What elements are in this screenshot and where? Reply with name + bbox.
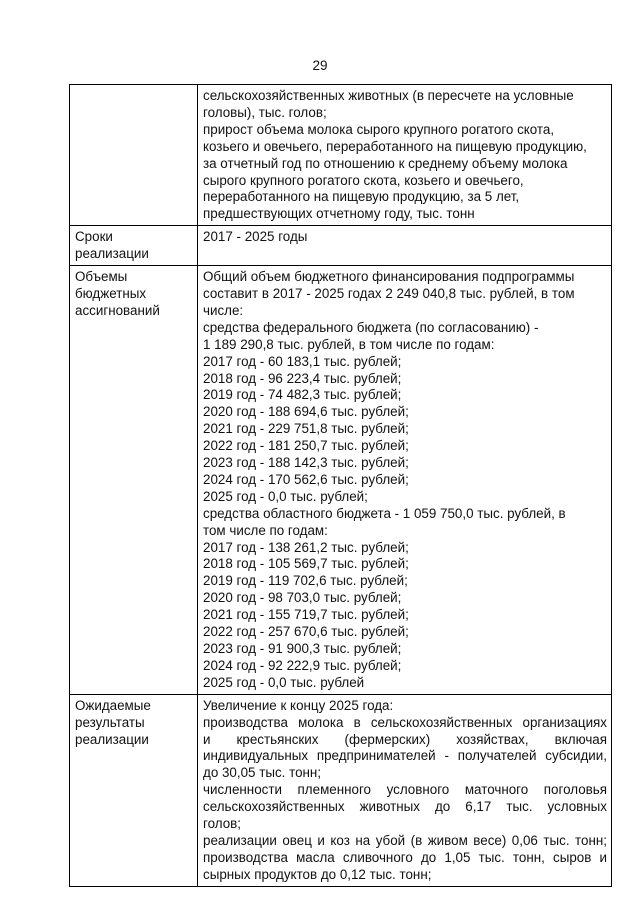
text-line: Увеличение к концу 2025 года: — [203, 697, 394, 713]
row-content — [198, 266, 612, 695]
text-line: 2024 год - 170 562,6 тыс. рублей; — [203, 471, 409, 487]
text-line: предшествующих отчетному году, тыс. тонн — [203, 206, 475, 222]
text-line: 2025 год - 0,0 тыс. рублей; — [203, 488, 368, 504]
text-line: составит в 2017 - 2025 годах 2 249 040,8 тыс. рублей, в том — [203, 285, 575, 301]
text-line: козьего и овечьего, переработанного на пищевую продукцию, — [203, 138, 587, 154]
text-line: сельскохозяйственных животных до 6,17 тыс. условных — [203, 799, 607, 815]
text-line: 2017 год - 138 261,2 тыс. рублей; — [203, 539, 409, 555]
row-label — [70, 694, 198, 886]
text-line: головы), тыс. голов; — [203, 104, 327, 120]
label-line: Сроки — [75, 229, 113, 245]
label-line: Ожидаемые — [75, 697, 151, 713]
text-line: прирост объема молока сырого крупного рогатого скота, — [203, 121, 555, 137]
text-line: 2020 год - 98 703,0 тыс. рублей; — [203, 590, 402, 606]
label-line: результаты — [75, 714, 145, 730]
text-line: 2018 год - 96 223,4 тыс. рублей; — [203, 370, 402, 386]
text-line: 2023 год - 91 900,3 тыс. рублей; — [203, 641, 402, 656]
text-line: 2017 - 2025 годы — [203, 229, 308, 245]
table-row-indicators — [70, 85, 612, 226]
row-content — [198, 694, 612, 886]
text-line: 2022 год - 257 670,6 тыс. рублей; — [203, 624, 409, 640]
label-line: реализации — [75, 731, 149, 747]
table-row-budget-allocations — [70, 266, 612, 695]
row-label — [70, 85, 198, 226]
row-content — [198, 85, 612, 226]
text-line: 1 189 290,8 тыс. рублей, в том числе по годам: — [203, 336, 495, 352]
text-line: 2019 год - 74 482,3 тыс. рублей; — [203, 387, 402, 403]
table-row-expected-results — [70, 694, 612, 886]
text-line: сельскохозяйственных животных (в пересчете на условные — [203, 88, 574, 103]
row-content — [198, 226, 612, 266]
text-line: средства областного бюджета - 1 059 750,0 тыс. рублей, в — [203, 505, 566, 521]
text-line: том числе по годам: — [203, 522, 328, 538]
row-label — [70, 266, 198, 695]
text-line: численности племенного условного маточного поголовья — [203, 782, 607, 798]
text-line: реализации овец и коз на убой (в живом весе) 0,06 тыс. тонн; — [203, 832, 607, 848]
table-row-implementation-period — [70, 226, 612, 266]
subprogram-passport-table — [69, 84, 612, 887]
label-line: ассигнований — [75, 302, 160, 318]
text-line: средства федерального бюджета (по согласованию) - — [203, 319, 539, 335]
text-line: числе: — [203, 302, 244, 318]
text-line: 2017 год - 60 183,1 тыс. рублей; — [203, 353, 402, 369]
text-line: сырого крупного рогатого скота, козьего и овечьего, — [203, 172, 524, 188]
text-line: сырных продуктов до 0,12 тыс. тонн; — [203, 866, 432, 882]
text-line: 2018 год - 105 569,7 тыс. рублей; — [203, 556, 409, 572]
text-line: 2020 год - 188 694,6 тыс. рублей; — [203, 404, 409, 420]
text-line: переработанного на пищевую продукцию, за 5 лет, — [203, 189, 520, 205]
label-line: бюджетных — [75, 285, 147, 301]
text-line: 2023 год - 188 142,3 тыс. рублей; — [203, 455, 409, 471]
text-line: до 30,05 тыс. тонн; — [203, 765, 322, 781]
page-number: 29 — [312, 58, 328, 73]
label-line: реализации — [75, 246, 149, 262]
text-line: голов; — [203, 816, 241, 832]
text-line: 2025 год - 0,0 тыс. рублей — [203, 674, 365, 690]
text-line: за отчетный год по отношению к среднему объему молока — [203, 155, 568, 171]
text-line: производства масла сливочного до 1,05 тыс. тонн, сыров и — [203, 849, 607, 865]
text-line: 2019 год - 119 702,6 тыс. рублей; — [203, 573, 408, 589]
row-label — [70, 226, 198, 266]
text-line: и крестьянских (фермерских) хозяйствах, включая — [203, 731, 607, 747]
text-line: 2022 год - 181 250,7 тыс. рублей; — [203, 438, 409, 454]
text-line: Общий объем бюджетного финансирования подпрограммы — [203, 269, 575, 285]
text-line: производства молока в сельскохозяйственных организациях — [203, 714, 607, 730]
text-line: 2021 год - 155 719,7 тыс. рублей; — [203, 607, 409, 623]
text-line: 2021 год - 229 751,8 тыс. рублей; — [203, 421, 409, 437]
text-line: 2024 год - 92 222,9 тыс. рублей; — [203, 657, 402, 673]
text-line: индивидуальных предпринимателей - получателей субсидии, — [203, 748, 607, 764]
label-line: Объемы — [75, 269, 128, 285]
